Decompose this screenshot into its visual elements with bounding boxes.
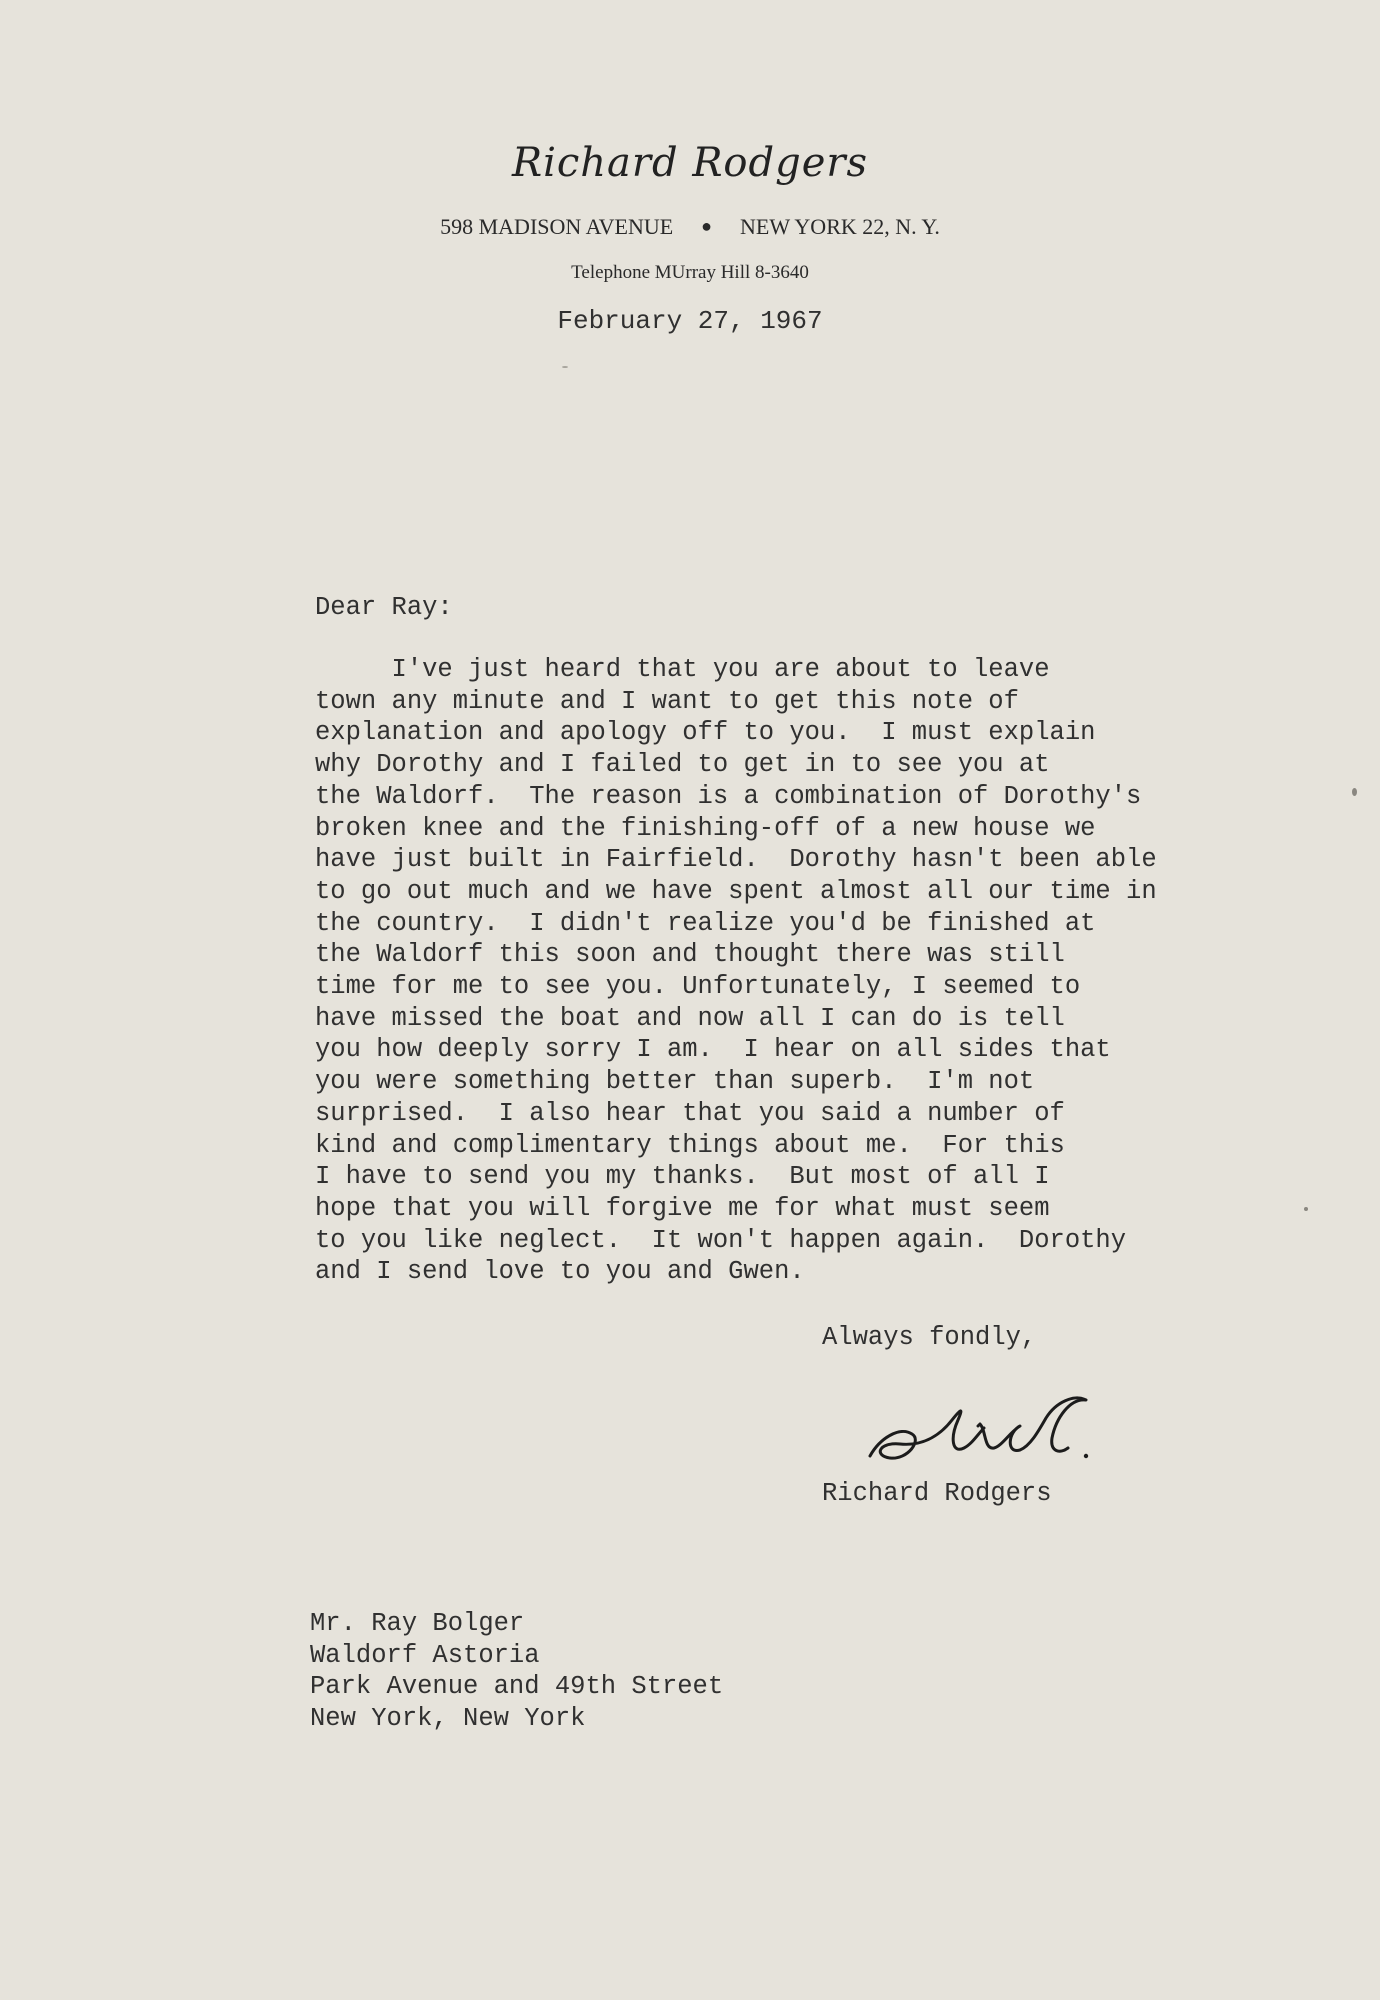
paper-speck <box>562 366 568 368</box>
body-line: to go out much and we have spent almost all our time in <box>315 876 1157 906</box>
body-line: the Waldorf this soon and thought there was still <box>315 940 1065 970</box>
body-line: I have to send you my thanks. But most of all I <box>315 1162 1050 1192</box>
recipient-name: Mr. Ray Bolger <box>310 1609 525 1638</box>
body-line: kind and complimentary things about me. For this <box>315 1130 1065 1160</box>
recipient-line: New York, New York <box>310 1704 586 1734</box>
body-line: you were something better than superb. I'm not <box>315 1067 1035 1097</box>
bullet-separator: ● <box>701 216 713 236</box>
letterhead-telephone: Telephone MUrray Hill 8-3640 <box>571 262 809 283</box>
body-line: the Waldorf. The reason is a combination of Dorothy's <box>315 781 1142 811</box>
handwritten-signature <box>860 1368 1100 1468</box>
body-line: have just built in Fairfield. Dorothy hasn't been able <box>315 845 1157 875</box>
body-line: explanation and apology off to you. I must explain <box>315 718 1096 748</box>
letterhead-city: NEW YORK 22, N. Y. <box>740 214 940 239</box>
letter-body <box>315 654 1215 1288</box>
recipient-line: Park Avenue and 49th Street <box>310 1672 724 1702</box>
recipient-address <box>310 1608 723 1735</box>
body-line: broken knee and the finishing-off of a new house we <box>315 813 1096 843</box>
body-line: town any minute and I want to get this note of <box>315 686 1019 716</box>
body-line: surprised. I also hear that you said a number of <box>315 1098 1065 1128</box>
letterhead-name: Richard Rodgers <box>511 140 869 186</box>
body-line: have missed the boat and now all I can do is tell <box>315 1003 1065 1033</box>
body-line: and I send love to you and Gwen. <box>315 1257 805 1287</box>
body-line: the country. I didn't realize you'd be finished at <box>315 908 1096 938</box>
body-line: time for me to see you. Unfortunately, I seemed to <box>315 972 1081 1002</box>
signer-name: Richard Rodgers <box>822 1479 1052 1508</box>
paper-speck <box>1304 1207 1308 1211</box>
letterhead-address <box>0 214 1380 240</box>
letter-date: February 27, 1967 <box>557 306 823 336</box>
body-line: why Dorothy and I failed to get in to see you at <box>315 750 1050 780</box>
closing: Always fondly, <box>822 1323 1037 1352</box>
recipient-line: Waldorf Astoria <box>310 1640 540 1670</box>
body-line: you how deeply sorry I am. I hear on all sides that <box>315 1035 1111 1065</box>
salutation: Dear Ray: <box>315 593 453 622</box>
body-line: to you like neglect. It won't happen again. Dorothy <box>315 1225 1127 1255</box>
body-line: hope that you will forgive me for what must seem <box>315 1193 1050 1223</box>
letterhead-street: 598 MADISON AVENUE <box>440 214 674 239</box>
paper-speck <box>1352 788 1357 796</box>
body-line: I've just heard that you are about to leave <box>315 655 1050 684</box>
